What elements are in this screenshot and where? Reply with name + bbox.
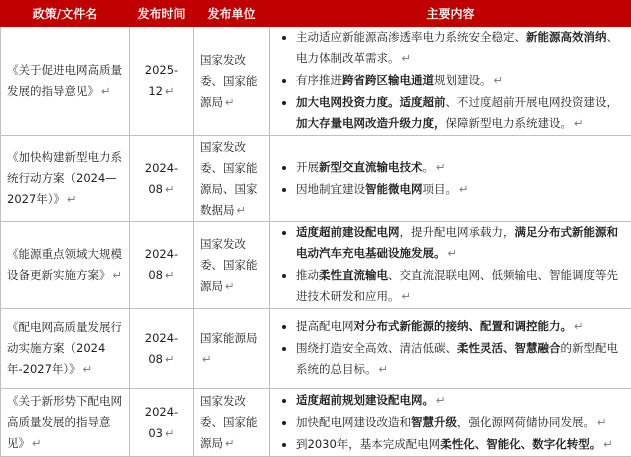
bold-text-segment: 新能源高效消纳 — [526, 30, 607, 44]
content-bullet-list — [274, 390, 627, 455]
issuing-unit-cell-text: 国家发改委、国家能源局 — [200, 53, 258, 109]
release-date-cell — [130, 222, 194, 309]
header-policy-name: 政策/文件名 — [1, 1, 130, 27]
paragraph-mark-icon: ↵ — [225, 279, 235, 293]
issuing-unit-cell-text: 国家发改委、国家能源局、国家数据局 — [200, 140, 258, 217]
content-bullet-item — [296, 434, 627, 455]
issuing-unit-cell — [194, 27, 270, 136]
text-segment: 加快配电网建设改造和 — [296, 415, 411, 429]
table-row — [1, 389, 631, 457]
content-bullet-list — [274, 316, 627, 380]
paragraph-mark-icon: ↵ — [165, 352, 175, 366]
paragraph-mark-icon: ↵ — [436, 160, 446, 174]
content-bullet-item — [296, 92, 627, 134]
bold-text-segment: 新型交直流输电技术 — [319, 160, 423, 174]
bold-text-segment: 对分布式新能源的接纳、配置和调控能力。 — [354, 319, 573, 333]
bold-text-segment: 适度超前规划建设配电网。 — [296, 393, 434, 407]
issuing-unit-cell-text: 国家能源局 — [200, 331, 258, 345]
text-segment: 、交直流混联电网、低频输电、智能调度等先进技术研发和应用。 — [296, 268, 618, 303]
paragraph-mark-icon: ↵ — [101, 84, 111, 98]
paragraph-mark-icon: ↵ — [225, 436, 235, 450]
bold-text-segment: 柔性灵活、智慧融合 — [457, 341, 561, 355]
bold-text-segment: 柔性化、智能化、数字化转型。 — [440, 437, 601, 451]
paragraph-mark-icon: ↵ — [436, 393, 446, 407]
policy-name-cell — [1, 309, 130, 389]
table-row — [1, 27, 631, 136]
content-bullet-list — [274, 157, 627, 200]
paragraph-mark-icon: ↵ — [83, 362, 93, 376]
paragraph-mark-icon: ↵ — [574, 319, 584, 333]
paragraph-mark-icon: ↵ — [448, 246, 458, 260]
bold-text-segment: 智能微电网 — [365, 182, 423, 196]
content-bullet-item — [296, 316, 627, 337]
table-row — [1, 136, 631, 222]
issuing-unit-cell — [194, 222, 270, 309]
text-segment: 到2030年，基本完成配电网 — [296, 437, 440, 451]
release-date-cell — [130, 136, 194, 222]
policy-name-cell — [1, 27, 130, 136]
paragraph-mark-icon: ↵ — [165, 84, 175, 98]
bold-text-segment: 柔性直流输电 — [319, 268, 388, 282]
release-date-cell-text: 2024-08 — [145, 161, 178, 196]
bold-text-segment: 适度超前 — [400, 95, 446, 109]
issuing-unit-cell — [194, 389, 270, 457]
release-date-cell-text: 2025-12 — [145, 63, 178, 98]
main-content-cell — [270, 309, 631, 389]
text-segment: 规划建设。 — [434, 73, 492, 87]
content-bullet-item — [296, 222, 627, 264]
paragraph-mark-icon: ↵ — [459, 182, 469, 196]
policy-name-cell — [1, 222, 130, 309]
text-segment: 项目。 — [423, 182, 458, 196]
content-bullet-item — [296, 412, 627, 433]
content-bullet-list — [274, 27, 627, 134]
paragraph-mark-icon: ↵ — [113, 268, 123, 282]
table-row — [1, 222, 631, 309]
content-bullet-list — [274, 222, 627, 307]
text-segment: 的新型配电系统的总目标。 — [296, 341, 618, 376]
bold-text-segment: 智慧升级 — [411, 415, 457, 429]
paragraph-mark-icon: ↵ — [402, 51, 412, 65]
bold-text-segment: 跨省跨区输电通道 — [342, 73, 434, 87]
paragraph-mark-icon: ↵ — [165, 426, 175, 440]
issuing-unit-cell-text: 国家发改委、国家能源局 — [200, 394, 258, 450]
release-date-cell-text: 2024-08 — [145, 247, 178, 282]
issuing-unit-cell-text: 国家发改委、国家能源局 — [200, 237, 258, 293]
main-content-cell — [270, 222, 631, 309]
table-row — [1, 309, 631, 389]
text-segment: 有序推进 — [296, 73, 342, 87]
paragraph-mark-icon: ↵ — [494, 73, 504, 87]
header-release-date: 发布时间 — [130, 1, 194, 27]
text-segment: 保障新型电力系统建设。 — [446, 116, 573, 130]
paragraph-mark-icon: ↵ — [603, 437, 613, 451]
paragraph-mark-icon: ↵ — [237, 203, 247, 217]
paragraph-mark-icon: ↵ — [165, 268, 175, 282]
content-bullet-item — [296, 70, 627, 91]
text-segment: 。 — [423, 160, 435, 174]
paragraph-mark-icon: ↵ — [67, 192, 77, 206]
policy-name-cell-text: 《关于促进电网高质量发展的指导意见》 — [7, 63, 122, 98]
text-segment: 提高配电网 — [296, 319, 354, 333]
paragraph-mark-icon: ↵ — [402, 289, 412, 303]
release-date-cell-text: 2024-08 — [145, 331, 178, 366]
content-bullet-item — [296, 157, 627, 178]
text-segment: 推动 — [296, 268, 319, 282]
release-date-cell — [130, 309, 194, 389]
paragraph-mark-icon: ↵ — [202, 352, 212, 366]
paragraph-mark-icon: ↵ — [225, 95, 235, 109]
content-bullet-item — [296, 27, 627, 69]
paragraph-mark-icon: ↵ — [379, 362, 389, 376]
content-bullet-item — [296, 179, 627, 200]
policy-name-cell-text: 《关于新形势下配电网高质量发展的指导意见》 — [7, 394, 122, 450]
policy-name-cell-text: 《能源重点领域大规模设备更新实施方案》 — [7, 247, 122, 282]
paragraph-mark-icon: ↵ — [597, 415, 607, 429]
content-bullet-item — [296, 338, 627, 380]
bold-text-segment: 满足分布式新能源和电动汽车充电基础设施发展。 — [296, 225, 618, 260]
policy-name-cell-text: 《配电网高质量发展行动实施方案（2024年-2027年）》 — [7, 320, 122, 376]
header-main-content: 主要内容 — [270, 1, 631, 27]
policy-name-cell — [1, 136, 130, 222]
bold-text-segment: 加大电网投资力度。 — [296, 95, 400, 109]
paragraph-mark-icon: ↵ — [32, 436, 42, 450]
content-bullet-item — [296, 390, 627, 411]
paragraph-mark-icon: ↵ — [165, 182, 175, 196]
main-content-cell — [270, 389, 631, 457]
text-segment: 、不过度超前开展电网投资建设， — [446, 95, 619, 109]
text-segment: 因地制宜建设 — [296, 182, 365, 196]
bold-text-segment: 加大存量电网改造升级力度， — [296, 116, 446, 130]
text-segment: ，强化源网荷储协同发展。 — [457, 415, 595, 429]
content-bullet-item — [296, 265, 627, 307]
issuing-unit-cell — [194, 136, 270, 222]
text-segment: 主动适应新能源高渗透率电力系统安全稳定、 — [296, 30, 526, 44]
release-date-cell — [130, 389, 194, 457]
release-date-cell-text: 2024-03 — [145, 405, 178, 440]
text-segment: 围绕打造安全高效、清洁低碳、 — [296, 341, 457, 355]
header-issuing-unit: 发布单位 — [194, 1, 270, 27]
policy-name-cell-text: 《加快构建新型电力系统行动方案（2024—2027年）》 — [7, 150, 122, 206]
text-segment: 、电力体制改革需求。 — [296, 30, 618, 65]
main-content-cell — [270, 136, 631, 222]
release-date-cell — [130, 27, 194, 136]
paragraph-mark-icon: ↵ — [574, 116, 584, 130]
issuing-unit-cell — [194, 309, 270, 389]
text-segment: ，提升配电网承载力， — [400, 225, 515, 239]
policy-name-cell — [1, 389, 130, 457]
text-segment: 开展 — [296, 160, 319, 174]
header-row — [1, 1, 631, 27]
bold-text-segment: 适度超前建设配电网 — [296, 225, 400, 239]
main-content-cell — [270, 27, 631, 136]
